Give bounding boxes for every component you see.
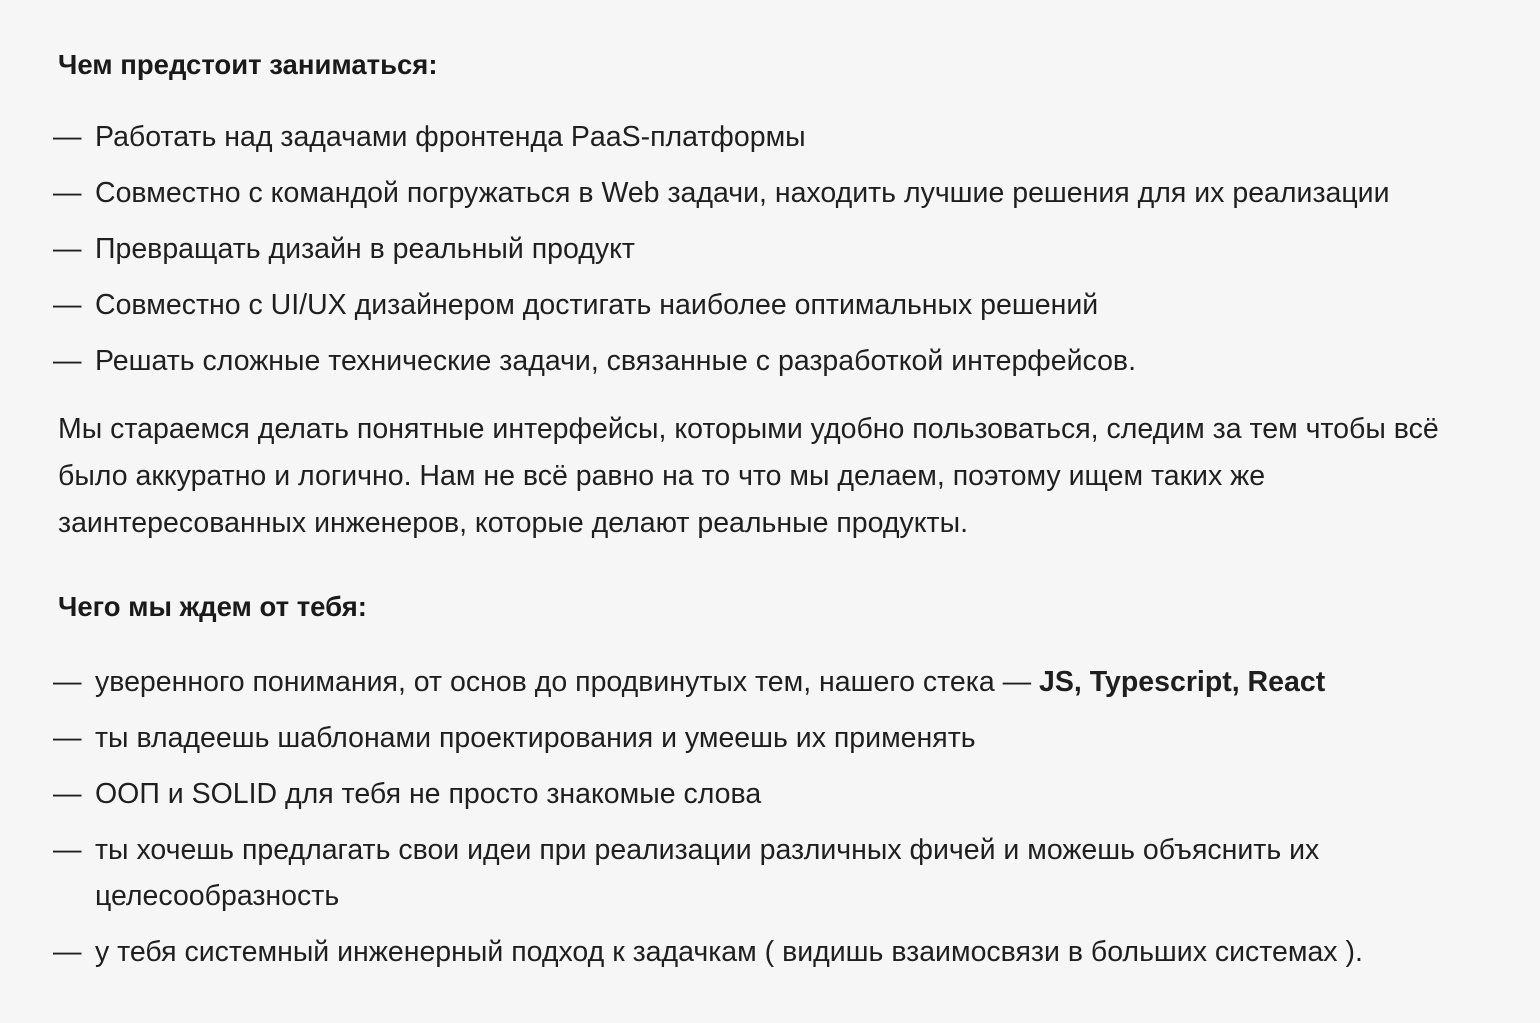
responsibilities-list (0, 114, 1540, 384)
dash-bullet: — (53, 722, 82, 754)
dash-bullet: — (53, 177, 82, 209)
dash-bullet: — (53, 666, 82, 698)
dash-bullet: — (53, 345, 82, 377)
tech-stack-emphasis: JS, Typescript, React (1039, 666, 1326, 698)
list-item-text: ты хочешь предлагать свои идеи при реализации различных фичей и можешь объяснить их целесообразность (95, 834, 1320, 912)
list-item (0, 929, 1540, 975)
dash-bullet: — (53, 936, 82, 968)
list-item-text: Превращать дизайн в реальный продукт (95, 233, 635, 265)
list-item-text: ты владеешь шаблонами проектирования и умеешь их применять (95, 722, 976, 754)
list-item (0, 282, 1540, 328)
dash-bullet: — (53, 121, 82, 153)
dash-bullet: — (53, 233, 82, 265)
list-item-text: Решать сложные технические задачи, связанные с разработкой интерфейсов. (95, 345, 1136, 377)
list-item-text: Совместно с командой погружаться в Web задачи, находить лучшие решения для их реализации (95, 177, 1390, 209)
list-item-text: у тебя системный инженерный подход к задачкам ( видишь взаимосвязи в больших системах ). (95, 936, 1363, 968)
list-item (0, 715, 1540, 761)
list-item (0, 114, 1540, 160)
list-item-text: Совместно с UI/UX дизайнером достигать наиболее оптимальных решений (95, 289, 1099, 321)
list-item (0, 827, 1540, 919)
team-description-paragraph: Мы стараемся делать понятные интерфейсы, которыми удобно пользоваться, следим за тем чтобы всё было аккуратно и логично. Нам не всё равно на то что мы делаем, поэтому ищем таких же заинтересованных инженеров, которые делают реальные продукты. (58, 413, 1439, 539)
list-item (0, 338, 1540, 384)
section-heading-requirements: Чего мы ждем от тебя: (58, 591, 367, 622)
dash-bullet: — (53, 778, 82, 810)
list-item (0, 170, 1540, 216)
list-item-text: ООП и SOLID для тебя не просто знакомые слова (95, 778, 762, 810)
list-item (0, 771, 1540, 817)
list-item-text: Работать над задачами фронтенда PaaS-платформы (95, 121, 806, 153)
list-item (0, 659, 1540, 705)
section-heading-responsibilities: Чем предстоит заниматься: (58, 49, 438, 80)
list-item-text: уверенного понимания, от основ до продвинутых тем, нашего стека — (95, 666, 1040, 698)
requirements-list (0, 659, 1540, 975)
dash-bullet: — (53, 289, 82, 321)
dash-bullet: — (53, 834, 82, 866)
list-item (0, 226, 1540, 272)
